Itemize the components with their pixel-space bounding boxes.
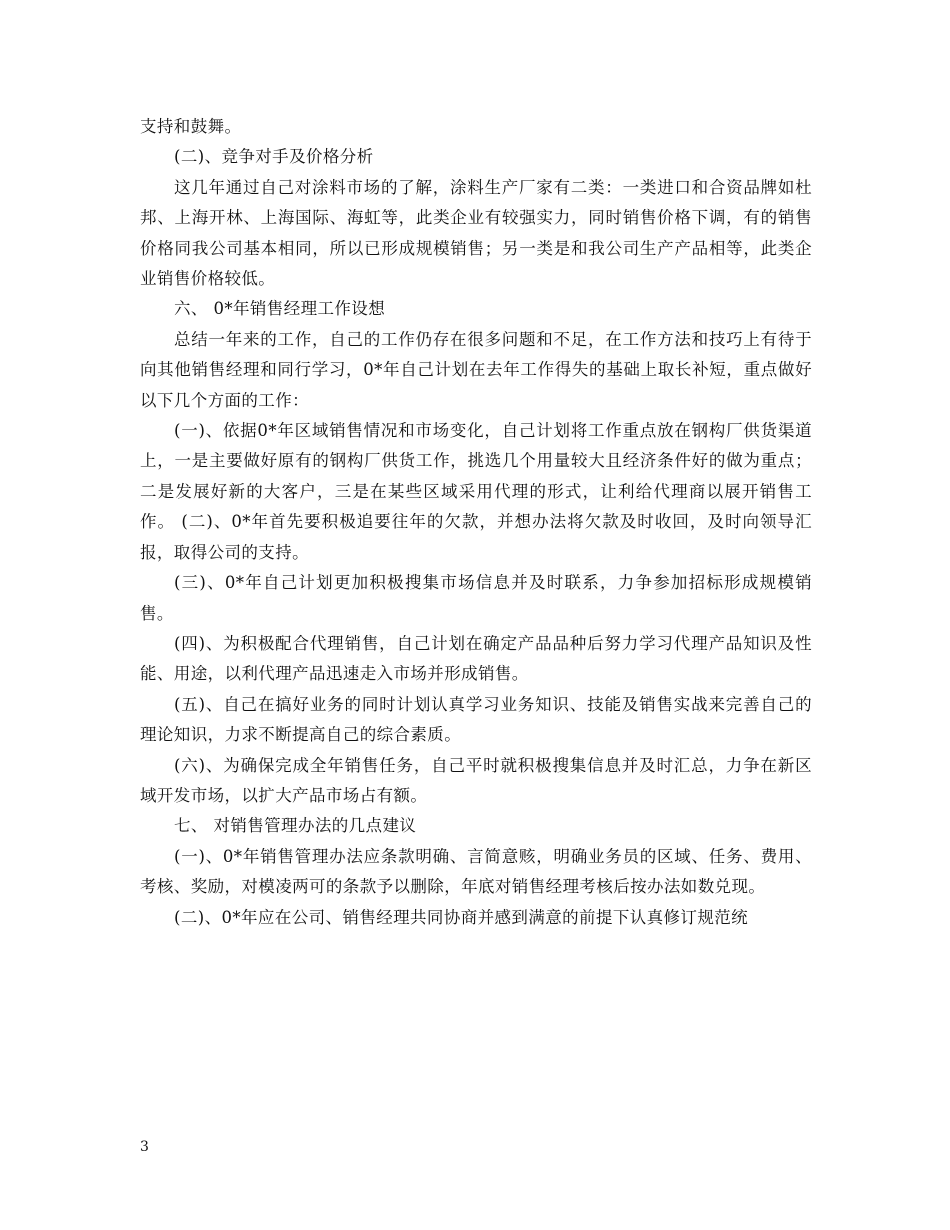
section-heading: 六、 0*年销售经理工作设想 [174, 299, 386, 319]
paragraph: (二)、0*年应在公司、销售经理共同协商并感到满意的前提下认真修订规范统 [174, 907, 749, 927]
section-heading: (二)、竞争对手及价格分析 [174, 147, 374, 167]
paragraph: (三)、0*年自己计划更加积极搜集市场信息并及时联系，力争参加招标形成规模销售。 [140, 573, 812, 623]
paragraph: 这几年通过自己对涂料市场的了解，涂料生产厂家有二类：一类进口和合资品牌如杜邦、上海开林、上海国际、海虹等，此类企业有较强实力，同时销售价格下调，有的销售价格同我公司基本相同，所以已形成规模销售；另一类是和我公司生产产品相等，此类企业销售价格较低。 [140, 177, 812, 289]
document-body [140, 112, 812, 933]
paragraph: (六)、为确保完成全年销售任务，自己平时就积极搜集信息并及时汇总，力争在新区域开发市场，以扩大产品市场占有额。 [140, 755, 812, 805]
paragraph: (五)、自己在搞好业务的同时计划认真学习业务知识、技能及销售实战来完善自己的理论知识，力求不断提高自己的综合素质。 [140, 694, 812, 745]
paragraph: 支持和鼓舞。 [140, 117, 242, 136]
section-heading: 七、 对销售管理办法的几点建议 [174, 816, 417, 836]
paragraph: (四)、为积极配合代理销售，自己计划在确定产品品种后努力学习代理产品知识及性能、用途，以利代理产品迅速走入市场并形成销售。 [140, 633, 812, 684]
page-number: 3 [140, 1139, 149, 1155]
paragraph: 总结一年来的工作，自己的工作仍存在很多问题和不足，在工作方法和技巧上有待于向其他销售经理和同行学习，0*年自己计划在去年工作得失的基础上取长补短，重点做好以下几个方面的工作： [140, 329, 812, 410]
paragraph: (一)、依据0*年区域销售情况和市场变化，自己计划将工作重点放在钢构厂供货渠道上，一是主要做好原有的钢构厂供货工作，挑选几个用量较大且经济条件好的做为重点；二是发展好新的大客户，三是在某些区域采用代理的形式，让利给代理商以展开销售工作。 (二)、0*年首先要积极追要往年的欠款，并想办法将欠款及时收回，及时向领导汇报，取得公司的支持。 [140, 421, 812, 562]
paragraph: (一)、0*年销售管理办法应条款明确、言简意赅，明确业务员的区域、任务、费用、考核、奖励，对模凌两可的条款予以删除，年底对销售经理考核后按办法如数兑现。 [140, 846, 812, 897]
